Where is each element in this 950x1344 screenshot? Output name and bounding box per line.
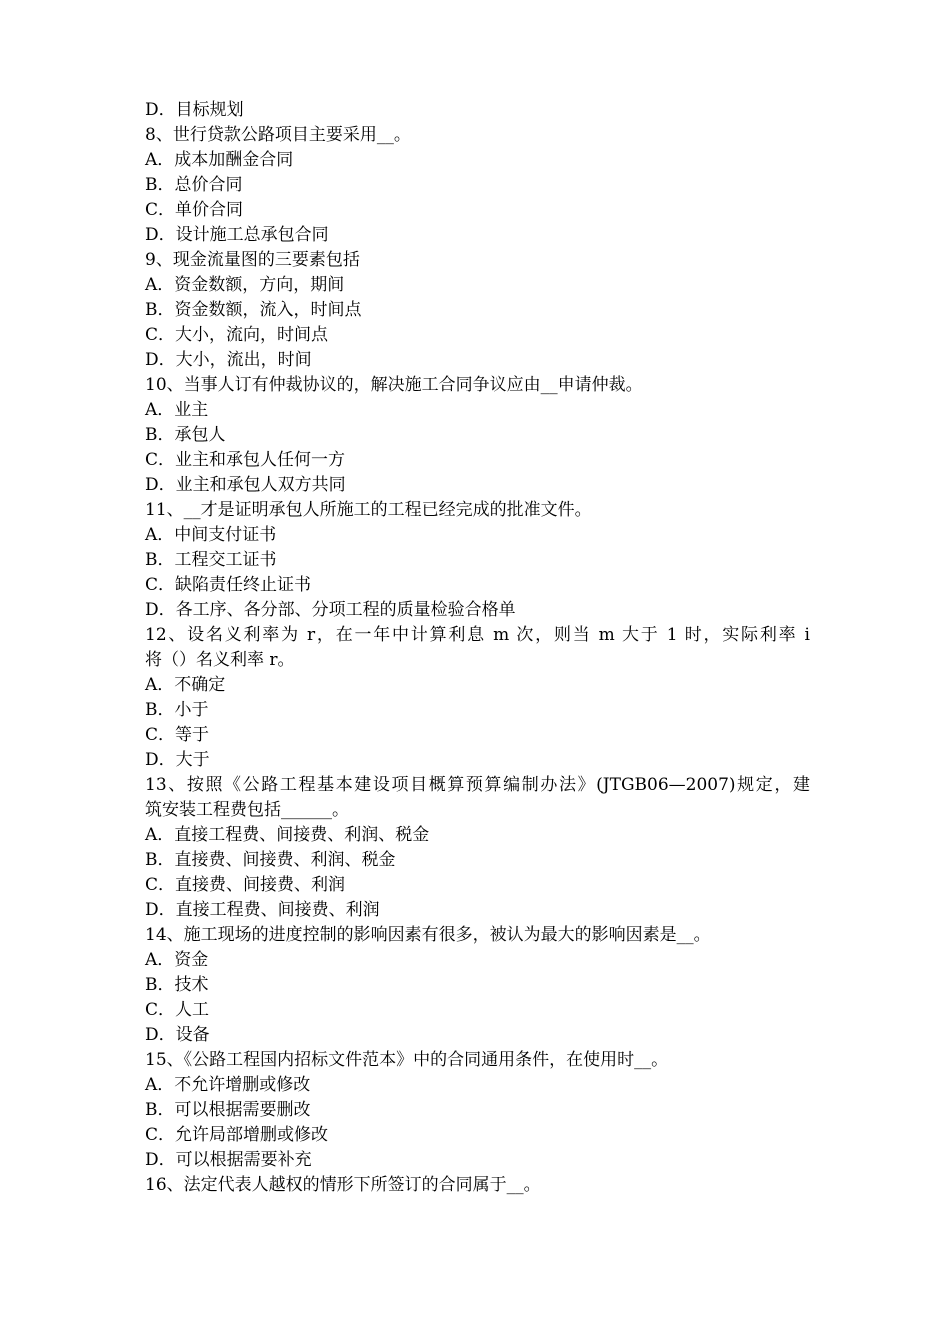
option-line: D．设计施工总承包合同 xyxy=(145,225,329,245)
question-line: 14、施工现场的进度控制的影响因素有很多，被认为最大的影响因素是__。 xyxy=(145,925,711,945)
option-line: D．大小，流出，时间 xyxy=(145,350,312,370)
question-line: 9、现金流量图的三要素包括 xyxy=(145,250,360,270)
question-line-continued: 筑安装工程费包括______。 xyxy=(145,800,349,820)
option-line: D．各工序、各分部、分项工程的质量检验合格单 xyxy=(145,600,516,620)
option-line: C．业主和承包人任何一方 xyxy=(145,450,346,470)
option-line: C．单价合同 xyxy=(145,200,244,220)
option-line: B．资金数额，流入，时间点 xyxy=(145,300,362,320)
question-line: 15、《公路工程国内招标文件范本》中的合同通用条件，在使用时__。 xyxy=(145,1050,669,1070)
question-line: 11、__才是证明承包人所施工的工程已经完成的批准文件。 xyxy=(145,500,592,520)
option-line: D．业主和承包人双方共同 xyxy=(145,475,346,495)
option-line: C．大小，流向，时间点 xyxy=(145,325,329,345)
option-line: C．缺陷责任终止证书 xyxy=(145,575,312,595)
option-line: C．允许局部增删或修改 xyxy=(145,1125,329,1145)
option-line: C．等于 xyxy=(145,725,210,745)
option-line: A．资金数额，方向，期间 xyxy=(145,275,345,295)
option-line: C．人工 xyxy=(145,1000,210,1020)
option-line: A．不确定 xyxy=(145,675,226,695)
option-line: A．中间支付证书 xyxy=(145,525,277,545)
option-line: D．目标规划 xyxy=(145,100,244,120)
option-line: D．可以根据需要补充 xyxy=(145,1150,312,1170)
option-line: D．大于 xyxy=(145,750,210,770)
option-line: D．直接工程费、间接费、利润 xyxy=(145,900,380,920)
document-text xyxy=(145,98,810,1198)
question-line-continued: 将（）名义利率 r。 xyxy=(145,650,295,670)
question-line: 12、设名义利率为 r，在一年中计算利息 m 次，则当 m 大于 1 时，实际利率 i xyxy=(145,625,810,645)
option-line: B．直接费、间接费、利润、税金 xyxy=(145,850,396,870)
question-line: 13、按照《公路工程基本建设项目概算预算编制办法》(JTGB06—2007)规定，建 xyxy=(145,775,810,795)
option-line: D．设备 xyxy=(145,1025,210,1045)
option-line: C．直接费、间接费、利润 xyxy=(145,875,346,895)
option-line: B．技术 xyxy=(145,975,209,995)
option-line: B．工程交工证书 xyxy=(145,550,277,570)
option-line: B．承包人 xyxy=(145,425,226,445)
option-line: A．成本加酬金合同 xyxy=(145,150,294,170)
option-line: A．不允许增删或修改 xyxy=(145,1075,311,1095)
question-line: 10、当事人订有仲裁协议的，解决施工合同争议应由__申请仲裁。 xyxy=(145,375,643,395)
option-line: B．可以根据需要删改 xyxy=(145,1100,311,1120)
question-line: 8、世行贷款公路项目主要采用__。 xyxy=(145,125,411,145)
option-line: A．资金 xyxy=(145,950,209,970)
option-line: B．小于 xyxy=(145,700,209,720)
question-line: 16、法定代表人越权的情形下所签订的合同属于__。 xyxy=(145,1175,541,1195)
option-line: A．直接工程费、间接费、利润、税金 xyxy=(145,825,430,845)
option-line: A．业主 xyxy=(145,400,209,420)
option-line: B．总价合同 xyxy=(145,175,243,195)
